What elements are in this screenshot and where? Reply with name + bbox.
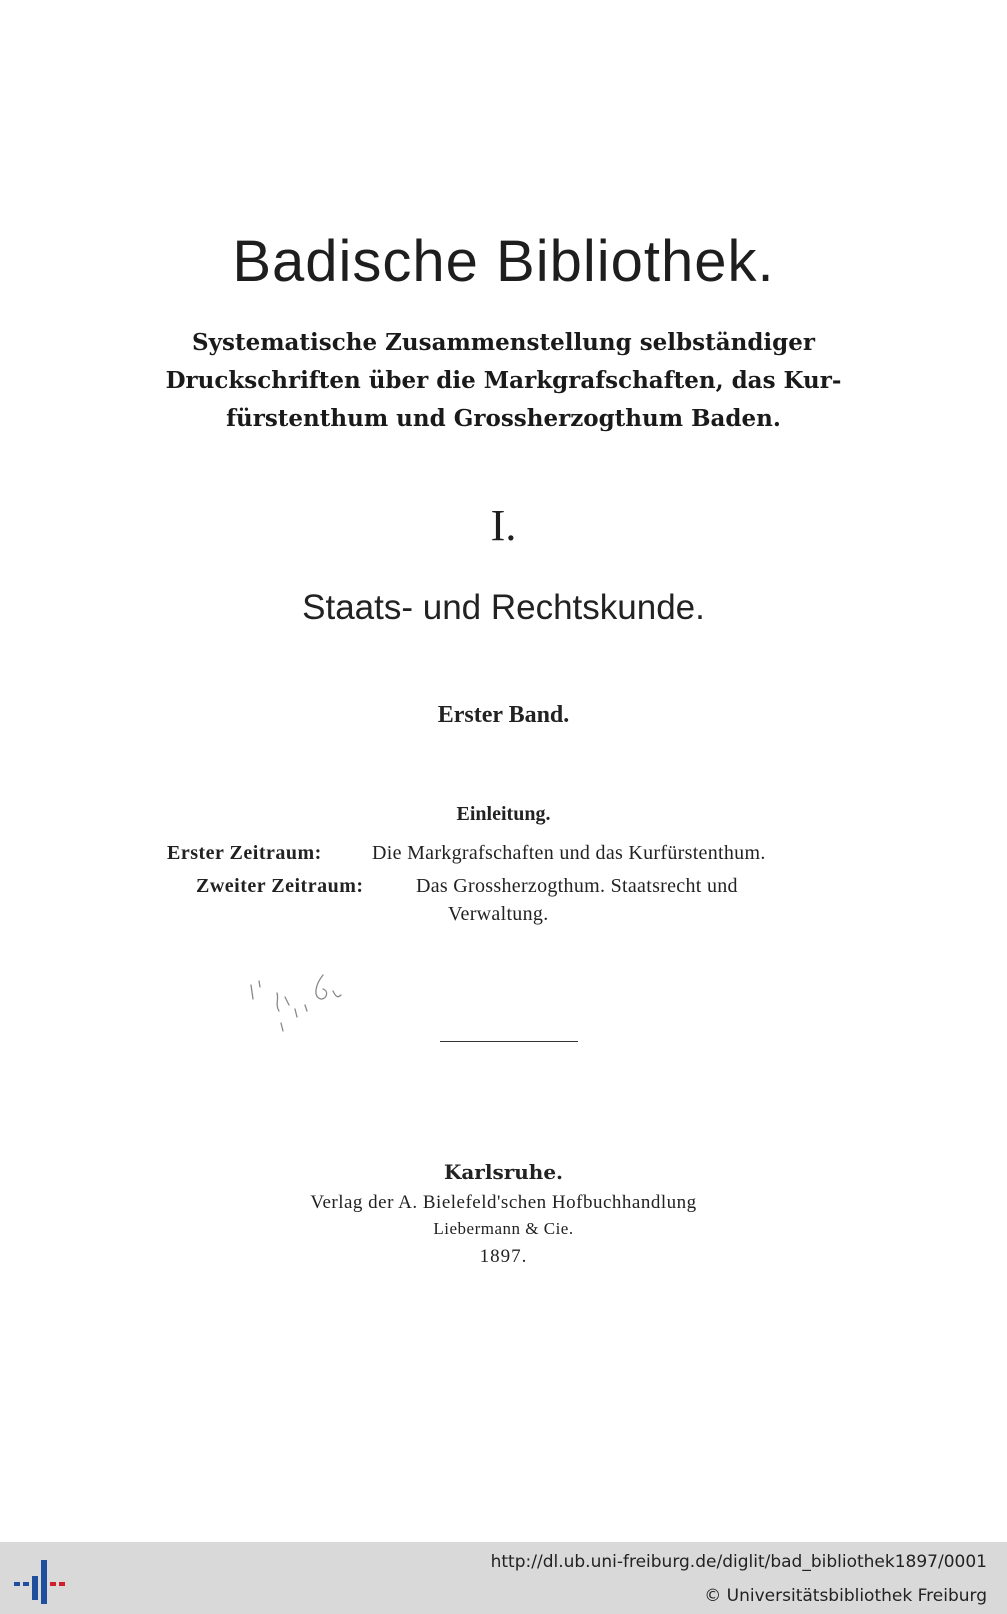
book-title: Badische Bibliothek. (232, 229, 775, 294)
book-subtitle (0, 324, 1007, 438)
period2-text-line2: Verwaltung. (448, 903, 549, 925)
pencil-marks (245, 965, 355, 1035)
subtitle-line-2: Druckschriften über die Markgrafschaften, das Kur- (165, 367, 842, 394)
period2-text-line1: Das Grossherzogthum. Staatsrecht und (416, 875, 738, 897)
volume-label: Erster Band. (437, 702, 570, 728)
part-number: I. (490, 501, 517, 550)
library-logo-icon (14, 1556, 66, 1608)
divider-rule (440, 1041, 578, 1042)
introduction-label: Einleitung. (456, 803, 551, 825)
imprint-year: 1897. (479, 1246, 528, 1267)
source-url-link[interactable]: http://dl.ub.uni-freiburg.de/diglit/bad_bibliothek1897/0001 (490, 1552, 987, 1572)
subtitle-line-1: Systematische Zusammenstellung selbständiger (192, 329, 815, 356)
copyright-notice: © Universitätsbibliothek Freiburg (704, 1586, 987, 1606)
period1-text: Die Markgrafschaften und das Kurfürstenthum. (372, 842, 766, 864)
imprint-place: Karlsruhe. (443, 1160, 564, 1184)
period1-label: Erster Zeitraum: (167, 842, 322, 864)
section-title: Staats- und Rechtskunde. (302, 588, 705, 627)
digitization-footer (0, 1542, 1007, 1614)
subtitle-line-3: fürstenthum und Grossherzogthum Baden. (226, 405, 781, 432)
imprint-publisher: Verlag der A. Bielefeld'schen Hofbuchhandlung (310, 1192, 697, 1213)
imprint-firm: Liebermann & Cie. (433, 1219, 574, 1238)
period2-label: Zweiter Zeitraum: (196, 875, 364, 897)
